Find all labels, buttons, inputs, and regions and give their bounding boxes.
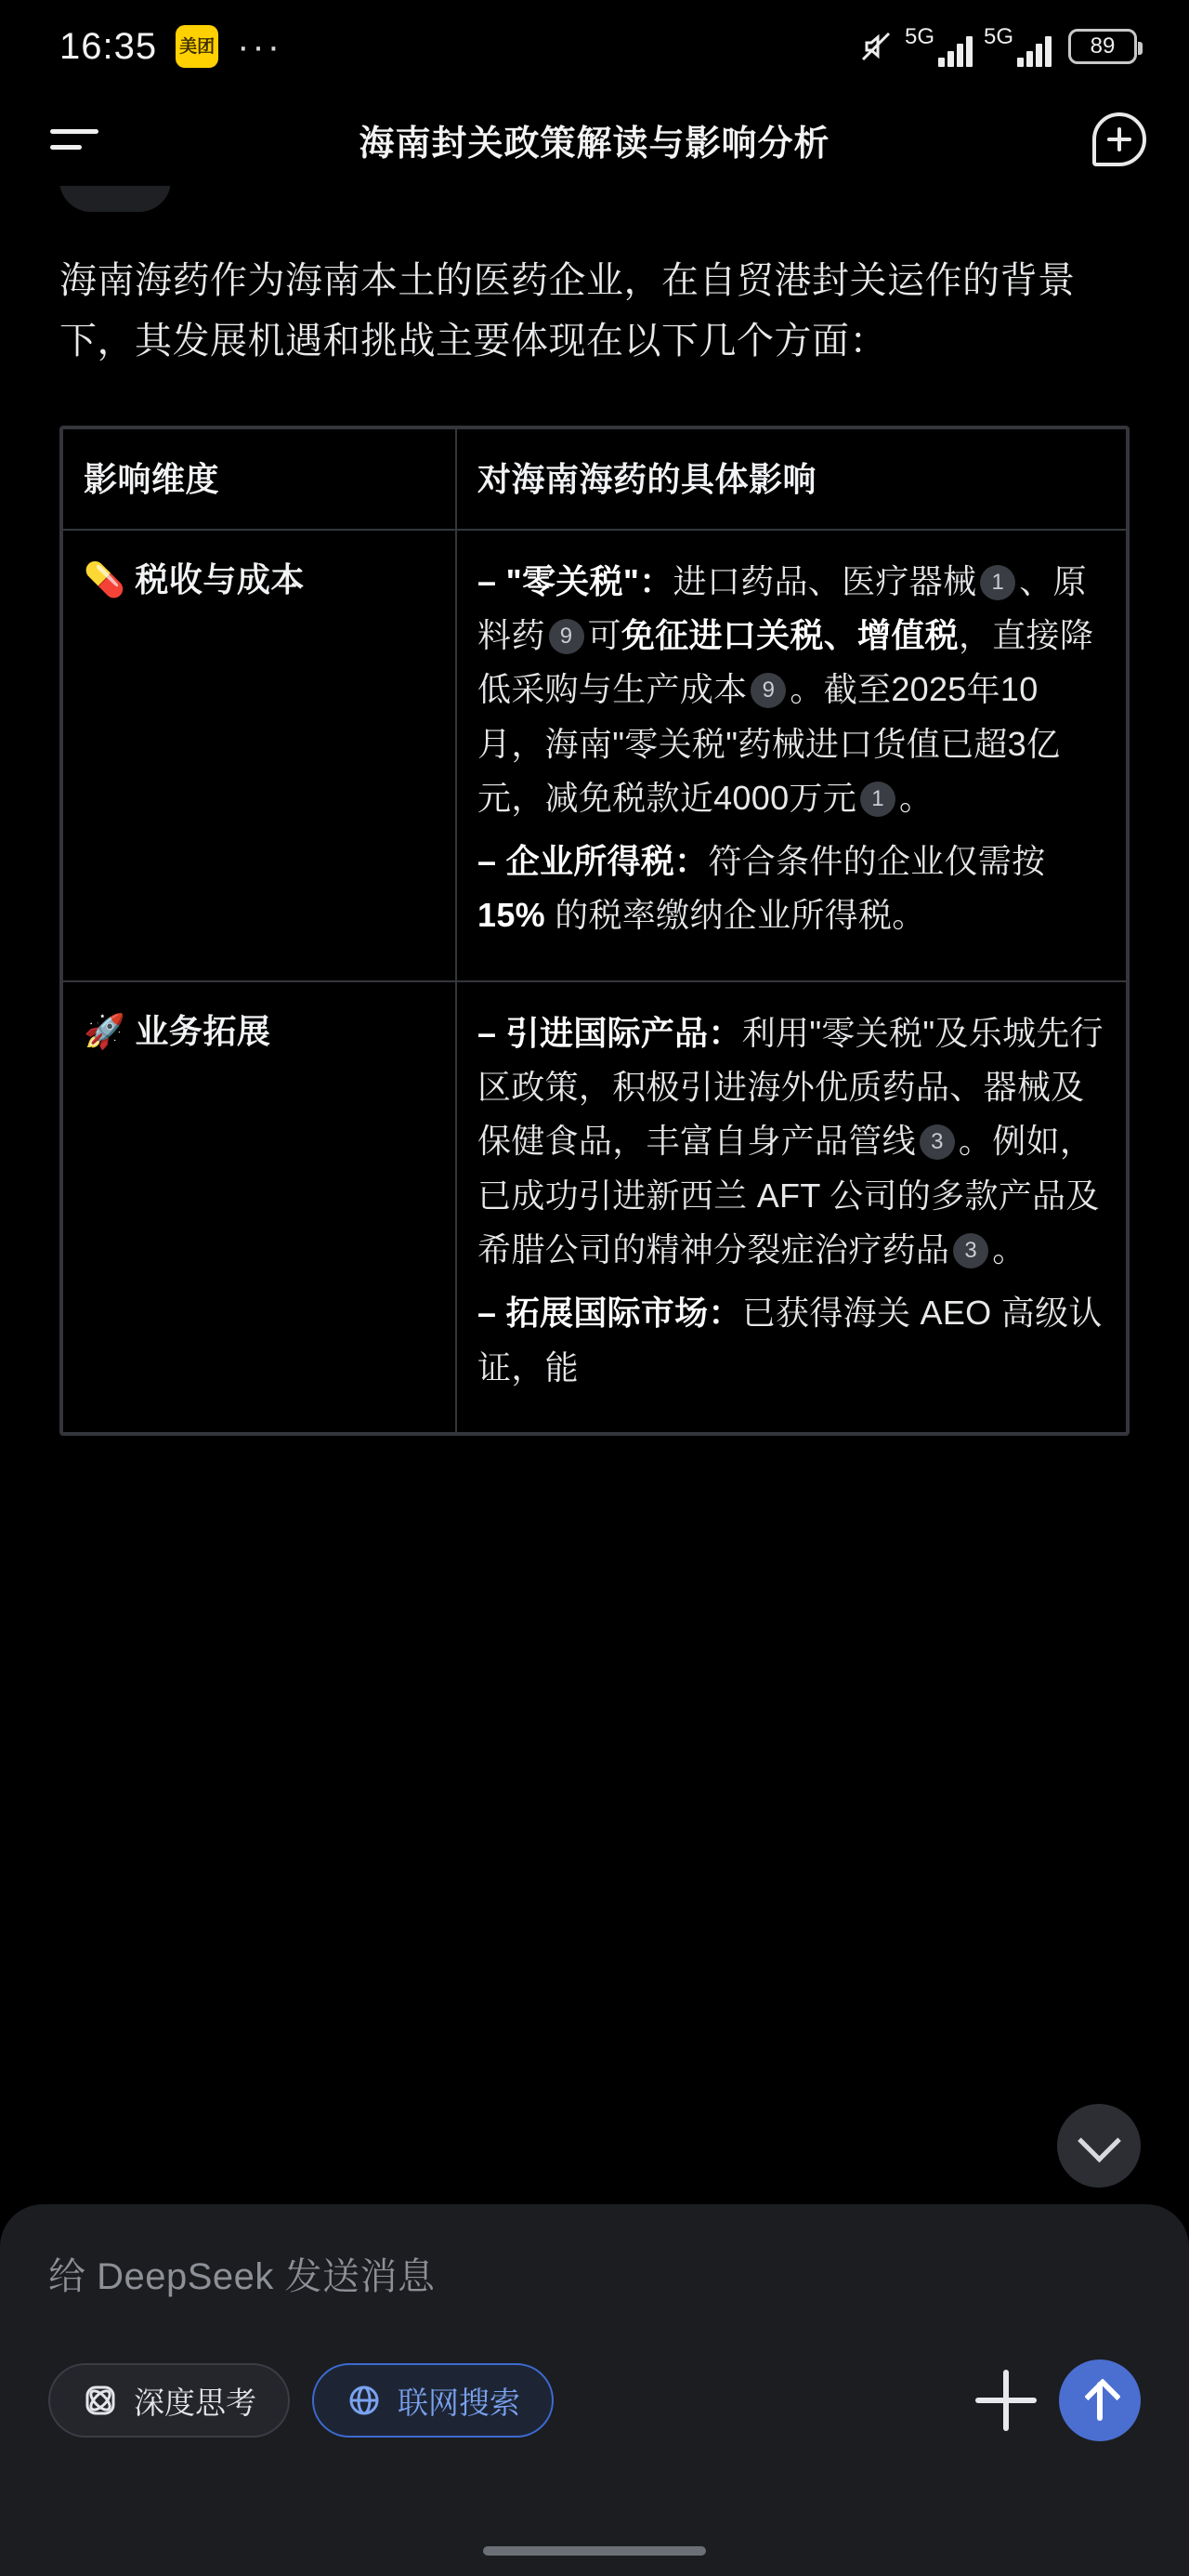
signal-bars-1 <box>938 35 973 67</box>
citation-ref[interactable]: 1 <box>980 565 1015 600</box>
impact-item <box>477 1006 1105 1278</box>
conversation-scroll-area[interactable] <box>0 186 1189 2204</box>
web-search-label: 联网搜索 <box>398 2385 520 2420</box>
deep-think-label: 深度思考 <box>134 2385 256 2420</box>
assistant-message-paragraph: 海南海药作为海南本土的医药企业，在自贸港封关运作的背景下，其发展机遇和挑战主要体现在以下几个方面： <box>59 260 1076 361</box>
plus-icon[interactable] <box>975 2370 1037 2431</box>
dimension-text: 业务拓展 <box>135 1011 271 1050</box>
network-indicator-1 <box>905 26 973 67</box>
message-composer <box>0 2204 1189 2576</box>
scroll-to-bottom-icon[interactable] <box>1057 2104 1141 2188</box>
impact-item-lead: – 引进国际产品： <box>477 1013 742 1052</box>
app-header <box>0 93 1189 186</box>
dimension-label <box>84 1006 435 1057</box>
impact-item-lead: – "零关税"： <box>477 561 673 600</box>
impact-item-text: 利用"零关税"及乐城先行区政策，积极引进海外优质药品、器械及保健食品，丰富自身产品管线 3 。例如，已成功引进新西兰 AFT 公司的多款产品及希腊公司的精神分裂症治疗药品 3 。 <box>477 1013 1104 1269</box>
send-arrow-icon <box>1083 2380 1117 2421</box>
hamburger-icon[interactable] <box>50 119 100 160</box>
table-row <box>62 981 1127 1433</box>
citation-ref[interactable]: 9 <box>549 619 584 654</box>
dimension-text: 税收与成本 <box>135 559 305 598</box>
table-header-cell-dimension <box>62 428 456 530</box>
rocket-emoji-icon: 🚀 <box>84 1011 126 1050</box>
send-button[interactable] <box>1059 2359 1141 2441</box>
status-overflow-dots: ··· <box>237 26 283 67</box>
message-input[interactable]: 给 DeepSeek 发送消息 <box>48 2256 436 2297</box>
battery-indicator <box>1068 29 1137 64</box>
impact-item-lead: – 企业所得税： <box>477 842 709 881</box>
table-cell-dimension <box>62 981 456 1433</box>
web-search-toggle[interactable] <box>312 2363 554 2438</box>
table-row <box>62 530 1127 981</box>
network-label-2: 5G <box>983 24 1013 49</box>
pill-emoji-icon: 💊 <box>84 559 126 598</box>
composer-toolbar <box>48 2359 1141 2441</box>
status-bar-right <box>858 0 1137 93</box>
deep-think-toggle[interactable] <box>48 2363 290 2438</box>
impact-table <box>61 427 1128 1434</box>
impact-item-text: 符合条件的企业仅需按15% 的税率缴纳企业所得税。 <box>477 842 1046 935</box>
impact-table-wrapper <box>59 426 1130 1436</box>
signal-bars-2 <box>1017 35 1052 67</box>
table-header-text-1: 对海南海药的具体影响 <box>477 459 817 498</box>
table-cell-impact <box>456 981 1127 1433</box>
citation-ref[interactable]: 1 <box>860 782 895 817</box>
impact-item <box>477 1286 1105 1395</box>
dimension-label <box>84 555 435 605</box>
home-indicator <box>483 2546 706 2556</box>
impact-item-text: 进口药品、医疗器械 1 、原料药 9 可免征进口关税、增值税，直接降低采购与生产成本 9 。截至2025年10月，海南"零关税"药械进口货值已超3亿元，减免税款近4000万元 1 。 <box>477 561 1094 817</box>
status-time: 16:35 <box>59 25 158 67</box>
status-bar <box>0 0 1189 93</box>
network-indicator-2 <box>984 26 1052 67</box>
battery-percent: 89 <box>1090 33 1116 59</box>
table-header-row <box>62 428 1127 530</box>
impact-item <box>477 555 1105 826</box>
table-header-cell-impact <box>456 428 1127 530</box>
citation-ref[interactable]: 3 <box>920 1124 955 1160</box>
table-cell-impact <box>456 530 1127 981</box>
impact-item-lead: – 拓展国际市场： <box>477 1294 742 1333</box>
impact-body <box>477 555 1105 943</box>
deep-think-icon <box>82 2382 119 2419</box>
impact-item <box>477 835 1105 943</box>
table-cell-dimension <box>62 530 456 981</box>
citation-ref[interactable]: 3 <box>953 1233 988 1268</box>
impact-item-text: 已获得海关 AEO 高级认证，能 <box>477 1294 1103 1387</box>
impact-body <box>477 1006 1105 1395</box>
network-label-1: 5G <box>904 24 934 49</box>
app-badge-meituan: 美团 <box>176 25 218 68</box>
citation-ref[interactable]: 9 <box>751 673 786 708</box>
globe-icon <box>346 2382 383 2419</box>
status-bar-left <box>59 25 282 68</box>
new-chat-icon[interactable] <box>1092 112 1146 166</box>
table-header-text-0: 影响维度 <box>84 459 220 498</box>
page-title: 海南封关政策解读与影响分析 <box>359 124 830 164</box>
mute-icon <box>858 29 894 64</box>
previous-message-bubble-partial <box>59 186 171 212</box>
scroll-fade-overlay <box>0 2130 1189 2204</box>
